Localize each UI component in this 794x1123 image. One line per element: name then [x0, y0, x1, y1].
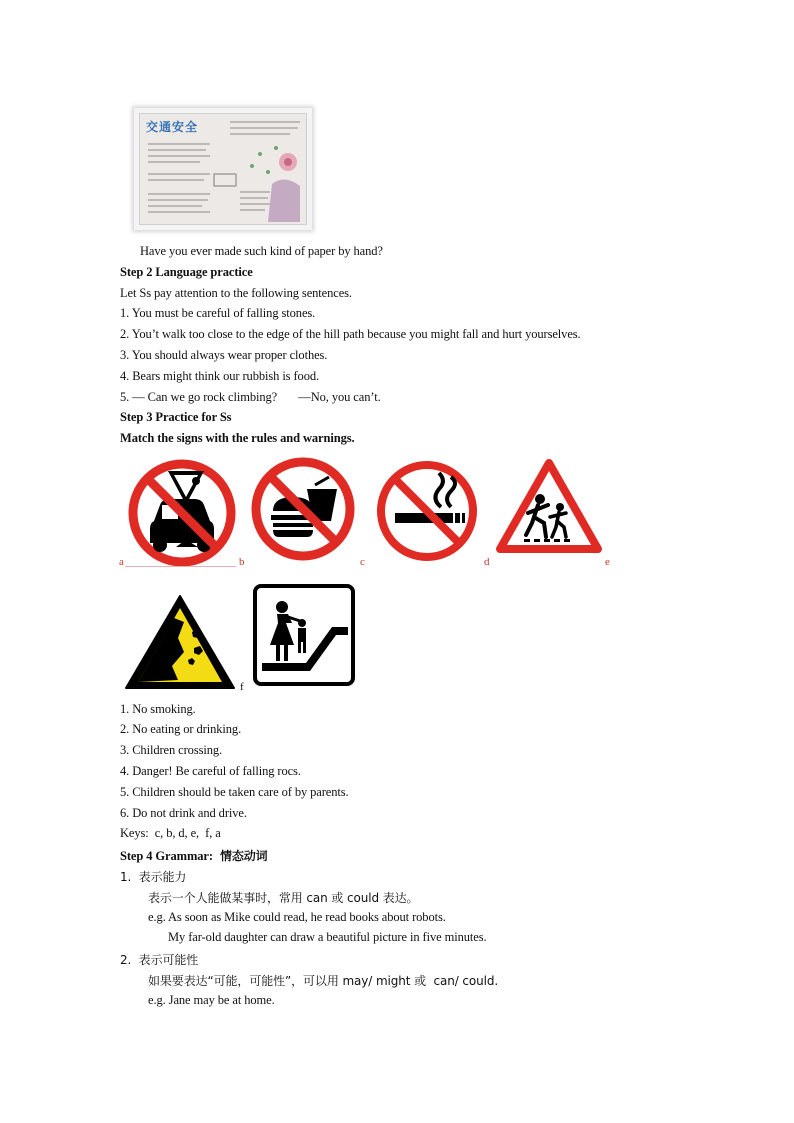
- step3-heading: Step 3 Practice for Ss: [120, 410, 232, 424]
- sign-letter-b: b: [239, 556, 245, 568]
- poster-photo: [134, 108, 312, 230]
- grammar-item1-example2: My far-old daughter can draw a beautiful picture in five minutes.: [168, 930, 487, 944]
- poster-drawing: [140, 114, 306, 224]
- sign-letter-e: e: [605, 556, 610, 568]
- no-drink-drive-icon: [126, 457, 238, 569]
- step4-heading: Step 4 Grammar:: [120, 849, 213, 863]
- intro-question: Have you ever made such kind of paper by hand?: [140, 244, 383, 258]
- sentence-2: 2. You’t walk too close to the edge of the hill path because you might fall and hurt yourselves.: [120, 327, 581, 341]
- step4-heading-row: [120, 847, 268, 864]
- step2-heading: Step 2 Language practice: [120, 265, 253, 279]
- grammar-item2-title: 2. 表示可能性: [120, 953, 199, 967]
- no-smoking-icon: [375, 459, 479, 563]
- sentence-4: 4. Bears might think our rubbish is food.: [120, 369, 320, 383]
- sentence-3: 3. You should always wear proper clothes.: [120, 348, 328, 362]
- rule-5: 5. Children should be taken care of by parents.: [120, 785, 349, 799]
- step4-heading-cn: 情态动词: [219, 849, 268, 863]
- sentence-5: 5. — Can we go rock climbing? —No, you can’t.: [120, 390, 381, 404]
- step2-instruction: Let Ss pay attention to the following sentences.: [120, 286, 352, 300]
- sign-letter-c: c: [360, 556, 365, 568]
- rule-1: 1. No smoking.: [120, 702, 196, 716]
- grammar-item1-title: 1. 表示能力: [120, 870, 187, 884]
- grammar-item1-example1: e.g. As soon as Mike could read, he read books about robots.: [148, 910, 446, 924]
- grammar-item1-desc: 表示一个人能做某事时，常用 can 或 could 表达。: [148, 891, 419, 905]
- children-crossing-icon: [494, 457, 604, 557]
- sign-row-underline: [125, 566, 236, 567]
- rule-3: 3. Children crossing.: [120, 743, 223, 757]
- rule-4: 4. Danger! Be careful of falling rocs.: [120, 764, 301, 778]
- falling-rocks-icon: [122, 592, 238, 694]
- step3-instruction: Match the signs with the rules and warnings.: [120, 431, 355, 445]
- grammar-item2-example1: e.g. Jane may be at home.: [148, 993, 275, 1007]
- rule-2: 2. No eating or drinking.: [120, 722, 242, 736]
- escalator-parent-child-icon: [252, 583, 356, 687]
- rule-6: 6. Do not drink and drive.: [120, 806, 247, 820]
- no-eating-drinking-icon: [249, 455, 357, 563]
- grammar-item2-desc: 如果要表达“可能，可能性”，可以用 may/ might 或 can/ could.: [148, 974, 499, 988]
- sign-letter-a: a: [119, 556, 124, 568]
- sign-letter-f: f: [240, 681, 244, 693]
- sign-letter-d: d: [484, 556, 490, 568]
- sentence-1: 1. You must be careful of falling stones.: [120, 306, 316, 320]
- poster-inner: [139, 113, 307, 225]
- answer-keys: Keys: c, b, d, e, f, a: [120, 826, 221, 840]
- poster-title: 交通安全: [146, 120, 199, 134]
